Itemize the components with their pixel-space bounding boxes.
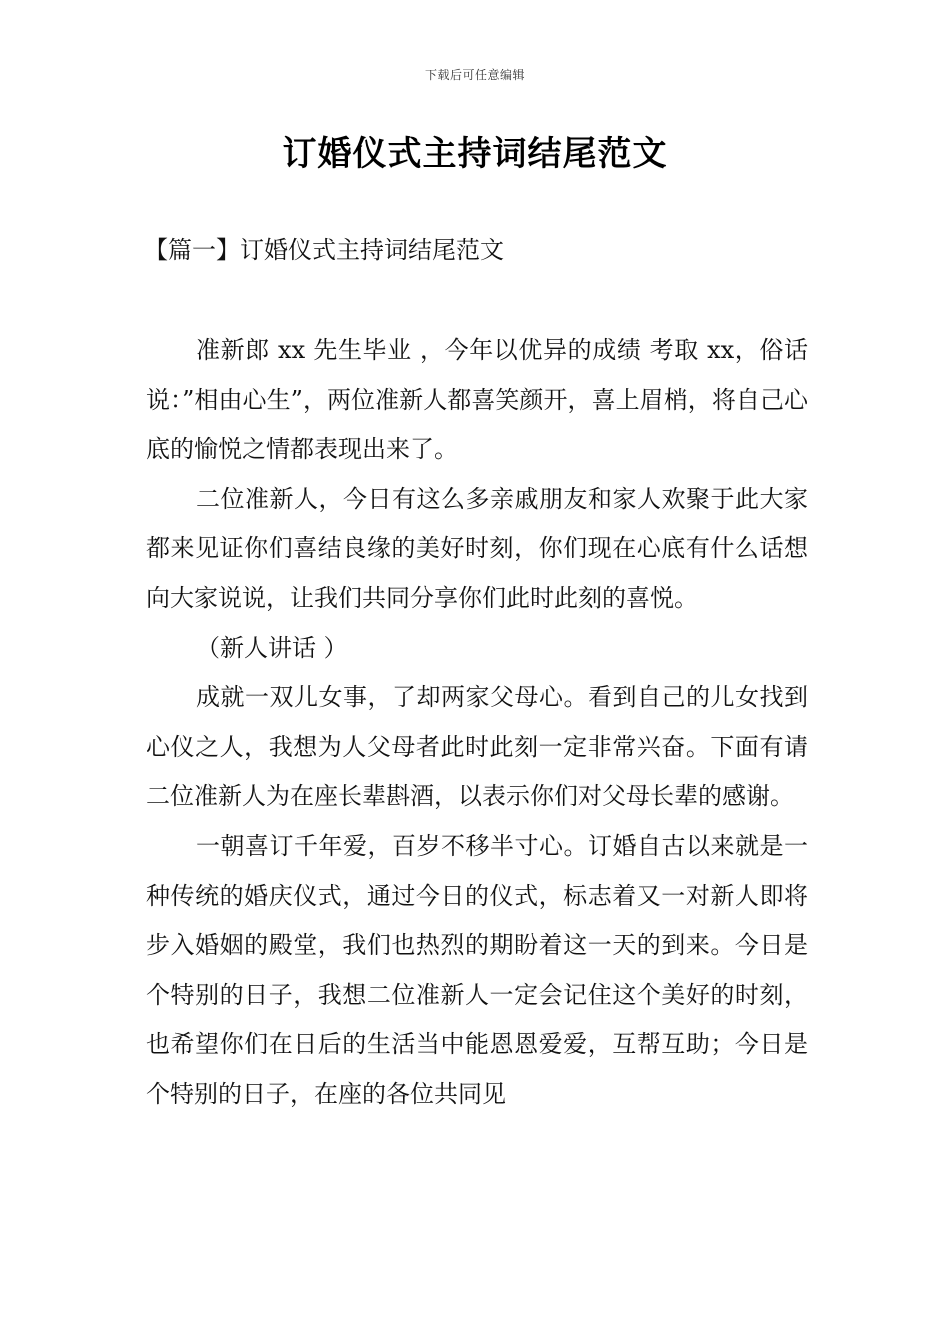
document-title: 订婚仪式主持词结尾范文 xyxy=(282,134,668,174)
document-body xyxy=(146,326,808,1120)
paragraph: 二位准新人，今日有这么多亲戚朋友和家人欢聚于此大家都来见证你们喜结良缘的美好时刻，你们现在心底有什么话想向大家说说，让我们共同分享你们此时此刻的喜悦。 xyxy=(146,484,808,612)
paragraph: 成就一双儿女事，了却两家父母心。看到自己的儿女找到心仪之人，我想为人父母者此时此刻一定非常兴奋。下面有请二位准新人为在座长辈斟酒，以表示你们对父母长辈的感谢。 xyxy=(146,683,808,811)
section-heading: 【篇一】订婚仪式主持词结尾范文 xyxy=(144,236,504,264)
paragraph: 一朝喜订千年爱，百岁不移半寸心。订婚自古以来就是一种传统的婚庆仪式，通过今日的仪式，标志着又一对新人即将步入婚姻的殿堂，我们也热烈的期盼着这一天的到来。今日是个特别的日子，我想二位准新人一定会记住这个美好的时刻，也希望你们在日后的生活当中能恩恩爱爱，互帮互助；今日是个特别的日子，在座的各位共同见 xyxy=(146,831,808,1108)
header-note: 下载后可任意编辑 xyxy=(424,68,525,82)
paragraph: （新人讲话 ） xyxy=(196,633,348,662)
paragraph: 准新郎 xx 先生毕业 ，今年以优异的成绩 考取 xx，俗话说：”相由心生”，两位准新人都喜笑颜开，喜上眉梢，将自己心底的愉悦之情都表现出来了。 xyxy=(146,336,808,464)
